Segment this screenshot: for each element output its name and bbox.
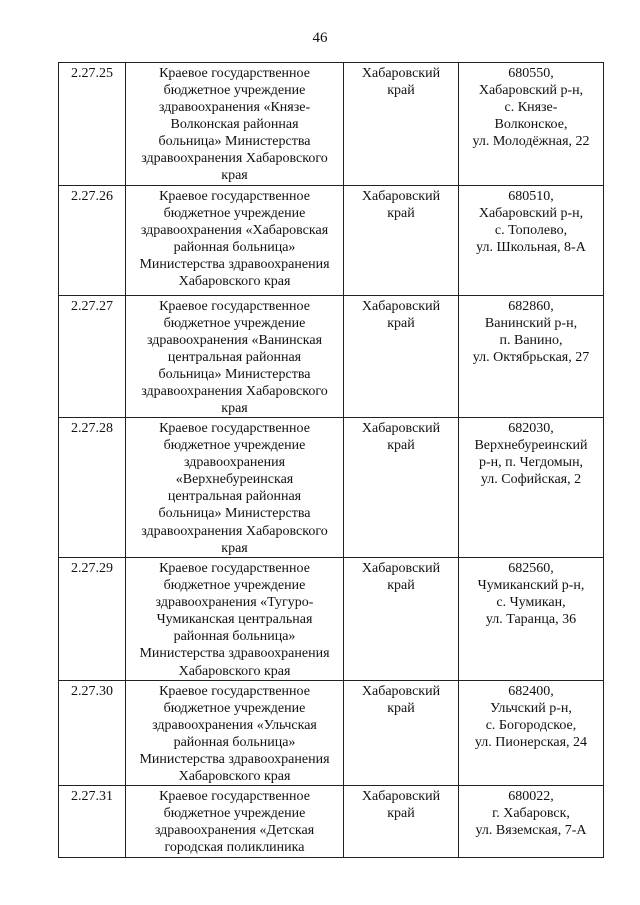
address-line: ул. Молодёжная, 22 [472,134,590,150]
region-cell [344,185,459,295]
institution-name-line: здравоохранения Хабаровского [141,523,328,539]
institution-name-line: края [221,401,248,417]
address-line: Хабаровский р-н, [478,205,584,221]
institution-name [126,786,344,858]
institution-name [126,418,344,558]
institution-name [126,295,344,418]
table-row [59,786,604,858]
institution-name-line: бюджетное учреждение [163,438,306,454]
address-line: ул. Октябрьская, 27 [472,349,590,365]
institution-name-line: здравоохранения [183,455,286,471]
institution-name-line: бюджетное учреждение [163,315,306,331]
institution-name-line: районная больница» [173,629,296,645]
table-row [59,680,604,785]
institution-name-line: здравоохранения «Хабаровская [140,222,329,238]
address-line: с. Чумикан, [496,595,566,611]
region-line: край [387,578,415,594]
address-cell [459,558,604,681]
row-number: 2.27.31 [59,786,126,858]
row-number: 2.27.27 [59,295,126,418]
institution-name-line: Волконская районная [170,117,299,133]
address-line: Чумиканский р-н, [477,578,585,594]
region-line: Хабаровский [361,421,441,437]
institution-name [126,558,344,681]
address-line: п. Ванино, [499,332,563,348]
region-cell [344,63,459,186]
address-line: р-н, п. Чегдомын, [478,455,584,471]
address-line: Верхнебуреинский [474,438,588,454]
institution-name-line: края [221,540,248,556]
table-row [59,185,604,295]
institution-name-line: здравоохранения «Ульчская [152,717,317,733]
institution-name-line: Министерства здравоохранения [139,751,330,767]
institution-name-line: Краевое государственное [159,421,310,437]
region-cell [344,558,459,681]
institution-name-line: бюджетное учреждение [163,700,306,716]
address-line: с. Богородское, [485,717,577,733]
region-line: край [387,806,415,822]
table-body [59,63,604,858]
institution-name-line: здравоохранения Хабаровского [141,383,328,399]
address-line: ул. Вяземская, 7-А [475,823,587,839]
region-line: край [387,83,415,99]
institution-name-line: Краевое государственное [159,298,310,314]
address-line: 682860, [508,298,554,314]
address-cell [459,63,604,186]
institution-name-line: больница» Министерства [158,506,311,522]
region-line: Хабаровский [361,298,441,314]
address-line: 682030, [508,421,554,437]
institution-name-line: Хабаровского края [178,663,291,679]
address-line: Ульчский р-н, [490,700,572,716]
address-line: 682560, [508,561,554,577]
institution-name-line: районная больница» [173,239,296,255]
institution-name-line: здравоохранения «Детская [154,823,315,839]
address-line: Ванинский р-н, [484,315,578,331]
institution-name-line: Краевое государственное [159,188,310,204]
institution-name-line: Хабаровского края [178,273,291,289]
address-line: с. Тополево, [494,222,568,238]
institution-name-line: больница» Министерства [158,134,311,150]
institutions-table [58,62,604,858]
address-line: 680510, [508,188,554,204]
institution-name-line: Чумиканская центральная [156,612,313,628]
region-cell [344,418,459,558]
region-line: Хабаровский [361,683,441,699]
address-line: ул. Школьная, 8-А [476,239,586,255]
table-row [59,558,604,681]
page-number: 46 [312,30,328,46]
address-line: ул. Софийская, 2 [480,472,582,488]
institution-name-line: районная больница» [173,734,296,750]
institution-name-line: городская поликлиника [164,840,305,856]
table-row [59,63,604,186]
institution-name-line: больница» Министерства [158,366,311,382]
address-cell [459,786,604,858]
institution-name-line: Министерства здравоохранения [139,256,330,272]
institution-name-line: центральная районная [167,489,302,505]
institution-name-line: бюджетное учреждение [163,205,306,221]
address-line: 680022, [508,789,554,805]
row-number: 2.27.26 [59,185,126,295]
region-cell [344,295,459,418]
address-line: 680550, [508,66,554,81]
institution-name-line: здравоохранения «Князе- [158,100,311,116]
address-line: ул. Таранца, 36 [485,612,577,628]
region-cell [344,786,459,858]
region-cell [344,680,459,785]
institution-name-line: Краевое государственное [159,683,310,699]
region-line: Хабаровский [361,66,441,81]
institution-name [126,185,344,295]
address-cell [459,185,604,295]
table-row [59,295,604,418]
institution-name-line: «Верхнебуреинская [175,472,294,488]
institution-name-line: здравоохранения «Ванинская [146,332,323,348]
region-line: край [387,205,415,221]
row-number: 2.27.25 [59,63,126,186]
region-line: Хабаровский [361,789,441,805]
address-cell [459,680,604,785]
institution-name-line: Краевое государственное [159,66,310,81]
address-line: ул. Пионерская, 24 [474,734,588,750]
table-row [59,418,604,558]
address-line: с. Князе- [504,100,558,116]
institution-name [126,680,344,785]
address-line: Хабаровский р-н, [478,83,584,99]
institution-name-line: здравоохранения «Тугуро- [155,595,314,611]
region-line: край [387,315,415,331]
address-cell [459,418,604,558]
row-number: 2.27.29 [59,558,126,681]
institution-name-line: бюджетное учреждение [163,83,306,99]
region-line: Хабаровский [361,561,441,577]
address-line: Волконское, [494,117,568,133]
institution-name-line: Краевое государственное [159,561,310,577]
row-number: 2.27.28 [59,418,126,558]
region-line: край [387,700,415,716]
institution-name-line: Хабаровского края [178,769,291,785]
region-line: край [387,438,415,454]
region-line: Хабаровский [361,188,441,204]
institution-name-line: бюджетное учреждение [163,806,306,822]
institution-name-line: Министерства здравоохранения [139,646,330,662]
institution-name-line: края [221,168,248,184]
institution-name [126,63,344,186]
institution-name-line: центральная районная [167,349,302,365]
institution-name-line: Краевое государственное [159,789,310,805]
institution-name-line: здравоохранения Хабаровского [141,151,328,167]
address-line: 682400, [508,683,554,699]
address-line: г. Хабаровск, [492,806,570,822]
address-cell [459,295,604,418]
institution-name-line: бюджетное учреждение [163,578,306,594]
row-number: 2.27.30 [59,680,126,785]
